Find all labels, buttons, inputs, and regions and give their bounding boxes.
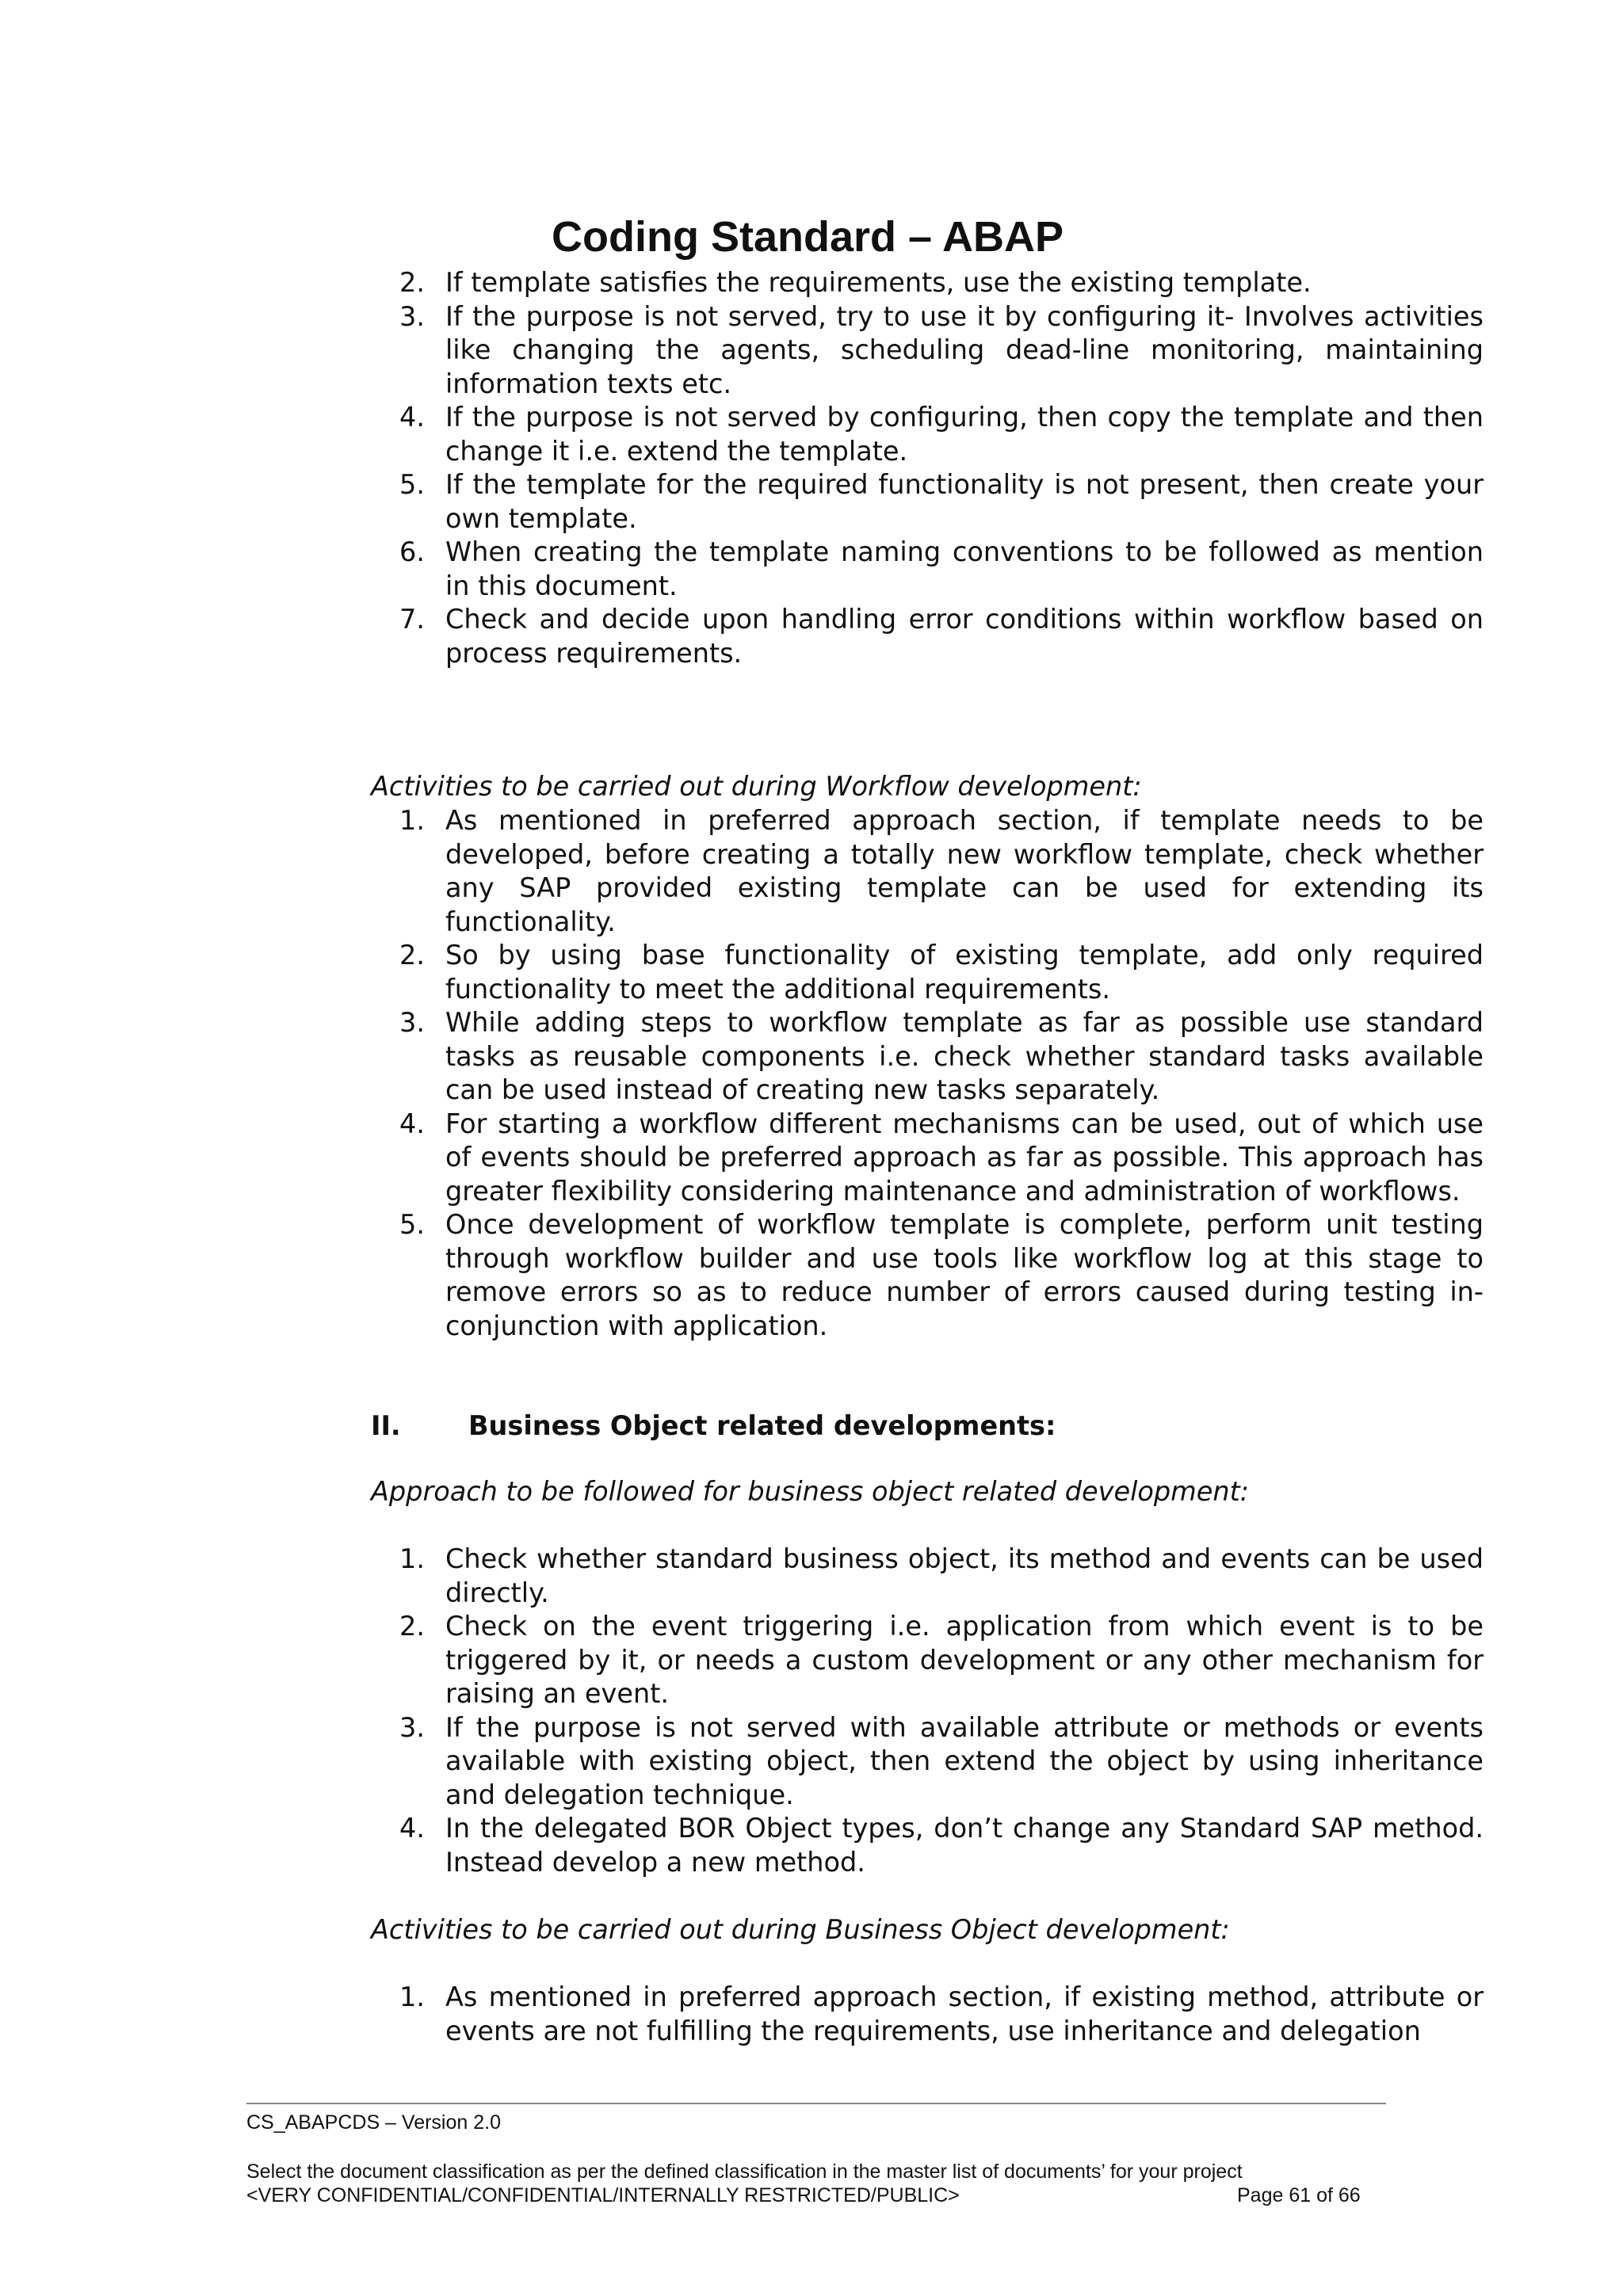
- template-steps-list: [371, 266, 1484, 670]
- list-text: Check on the event triggering i.e. application from which event is to be triggered by it, or needs a custom development or any other mechanism for raising an event.: [445, 1611, 1484, 1709]
- list-number: 5.: [399, 1209, 425, 1240]
- footer-version: CS_ABAPCDS – Version 2.0: [246, 2111, 501, 2134]
- list-text: If the purpose is not served by configuring, then copy the template and then change it i.e. extend the template.: [445, 402, 1484, 467]
- bo-activities-heading: Activities to be carried out during Business Object development:: [371, 1914, 1230, 1945]
- list-text: So by using base functionality of existing template, add only required functionality to meet the additional requirements.: [445, 940, 1484, 1005]
- list-number: 4.: [399, 402, 425, 433]
- list-text: Once development of workflow template is complete, perform unit testing through workflow builder and use tools like workflow log at this stage to remove errors so as to reduce number of errors caused during testing in-conjunction with application.: [445, 1209, 1484, 1341]
- list-number: 5.: [399, 469, 425, 500]
- list-text: As mentioned in preferred approach section, if existing method, attribute or events are not fulfilling the requirements, use inheritance and delegation: [445, 1981, 1484, 2046]
- list-number: 3.: [399, 300, 425, 332]
- list-text: In the delegated BOR Object types, don’t change any Standard SAP method. Instead develop a new method.: [445, 1813, 1484, 1878]
- footer-page-number: Page 61 of 66: [1237, 2184, 1361, 2206]
- list-item: [371, 1108, 1484, 1209]
- list-item: [371, 1543, 1484, 1610]
- list-number: 3.: [399, 1007, 425, 1038]
- list-item: [371, 1812, 1484, 1879]
- list-number: 4.: [399, 1108, 425, 1139]
- list-number: 7.: [399, 604, 425, 635]
- list-number: 1.: [399, 1981, 425, 2012]
- list-item: [371, 939, 1484, 1006]
- list-text: If the template for the required functionality is not present, then create your own template.: [445, 469, 1484, 534]
- list-number: 1.: [399, 805, 425, 836]
- list-item: [371, 536, 1484, 603]
- footer-divider: [246, 2103, 1386, 2104]
- list-item: [371, 401, 1484, 468]
- list-text: When creating the template naming conventions to be followed as mention in this document.: [445, 536, 1484, 601]
- list-item: [371, 266, 1484, 300]
- list-text: If the purpose is not served, try to use it by configuring it- Involves activities like changing the agents, scheduling dead-line monitoring, maintaining information texts etc.: [445, 300, 1484, 399]
- footer-classification-note: Select the document classification as per the defined classification in the master list of documents’ for your project: [246, 2161, 1243, 2183]
- list-text: For starting a workflow different mechanisms can be used, out of which use of events should be preferred approach as far as possible. This approach has greater flexibility considering maintenance and administration of workflows.: [445, 1108, 1484, 1207]
- footer-classification-options: <VERY CONFIDENTIAL/CONFIDENTIAL/INTERNALLY RESTRICTED/PUBLIC>: [246, 2184, 960, 2206]
- approach-list: [371, 1543, 1484, 1879]
- list-text: Check and decide upon handling error conditions within workflow based on process requirements.: [445, 604, 1484, 669]
- section-title: Business Object related developments:: [468, 1410, 1056, 1441]
- list-number: 2.: [399, 940, 425, 971]
- list-item: [371, 300, 1484, 402]
- workflow-activities-heading: Activities to be carried out during Workflow development:: [371, 771, 1142, 802]
- list-number: 1.: [399, 1543, 425, 1574]
- bo-activities-list: [371, 1981, 1484, 2048]
- list-item: [371, 1006, 1484, 1108]
- list-number: 3.: [399, 1711, 425, 1743]
- list-text: Check whether standard business object, its method and events can be used directly.: [445, 1543, 1484, 1608]
- list-number: 2.: [399, 267, 425, 298]
- list-text: If template satisfies the requirements, use the existing template.: [445, 267, 1312, 298]
- section-number: II.: [371, 1410, 401, 1441]
- page-title: Coding Standard – ABAP: [552, 213, 1064, 261]
- approach-heading: Approach to be followed for business object related development:: [371, 1476, 1250, 1507]
- list-number: 4.: [399, 1813, 425, 1844]
- list-item: [371, 1610, 1484, 1711]
- list-item: [371, 468, 1484, 536]
- list-number: 6.: [399, 536, 425, 567]
- list-text: As mentioned in preferred approach section, if template needs to be developed, before creating a totally new workflow template, check whether any SAP provided existing template can be used for extending its functionality.: [445, 805, 1484, 937]
- list-item: [371, 1711, 1484, 1813]
- list-text: While adding steps to workflow template as far as possible use standard tasks as reusable components i.e. check whether standard tasks available can be used instead of creating new tasks separately.: [445, 1007, 1484, 1105]
- list-item: [371, 603, 1484, 670]
- list-text: If the purpose is not served with available attribute or methods or events available with existing object, then extend the object by using inheritance and delegation technique.: [445, 1711, 1484, 1810]
- list-item: [371, 1981, 1484, 2048]
- list-item: [371, 1208, 1484, 1343]
- list-item: [371, 804, 1484, 939]
- workflow-activities-list: [371, 804, 1484, 1343]
- list-number: 2.: [399, 1611, 425, 1642]
